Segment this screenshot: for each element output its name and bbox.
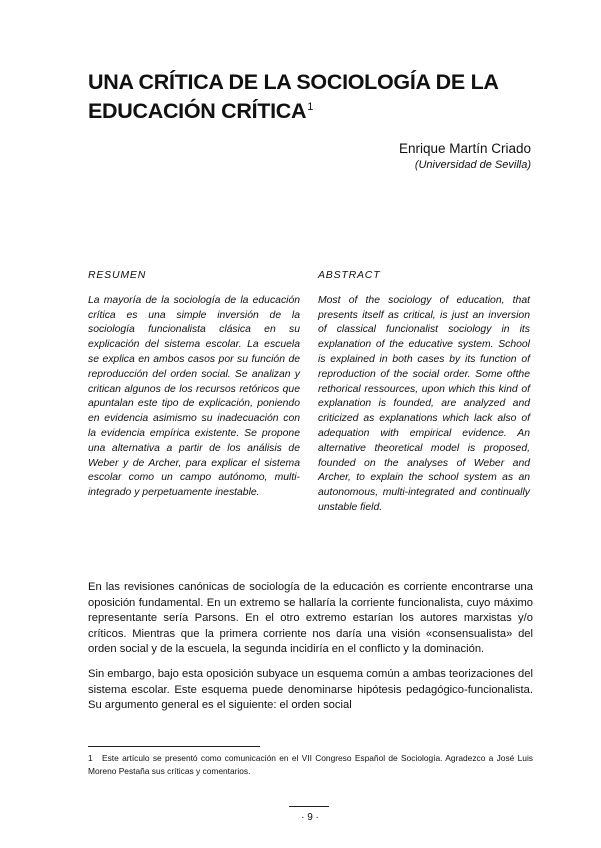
abstract-text: Most of the sociology of education, that presents itself as critical, is just an inversion of classical funcionalist sociology in its explanation of the educative system. School is explained in both cases by its function of reproduction of the social order. Some ofthe rethorical ressources, upon which this kind of explanation is founded, are analyzed and criticized as explanations which lack also of adequation with empirical evidence. An alternative theoretical model is proposed, founded on the analyses of Weber and Archer, to explain the school system as an autonomous, multi-integrated and continually unstable field. xyxy=(318,294,530,513)
page-number: · 9 · xyxy=(301,812,319,823)
article-title-text: UNA CRÍTICA DE LA SOCIOLOGÍA DE LA EDUCACIÓN CRÍTICA xyxy=(88,70,498,123)
abstract-heading: ABSTRACT xyxy=(318,269,381,281)
resumen-heading: RESUMEN xyxy=(88,269,147,281)
footnote-text: Este artículo se presentó como comunicación en el VII Congreso Español de Sociología. Agradezco a José Luis Moreno Pestaña sus críticas y comentarios. xyxy=(88,753,533,776)
author-name: Enrique Martín Criado xyxy=(398,141,531,156)
body-section xyxy=(88,580,533,723)
footnote xyxy=(88,752,533,777)
abstract-section xyxy=(318,268,530,516)
author-affiliation: (Universidad de Sevilla) xyxy=(414,159,531,171)
article-title xyxy=(88,68,548,126)
title-footnote-mark: 1 xyxy=(307,101,314,113)
page-number-divider xyxy=(289,806,329,807)
resumen-section xyxy=(88,268,300,501)
body-paragraph: En las revisiones canónicas de sociología de la educación es corriente encontrarse una oposición fundamental. En un extremo se hallaría la corriente funcionalista, cuyo máximo representante sería Parsons. En el otro extremo estarían los autores marxistas y/o críticos. Mientras que la primera corriente nos daría una visión «consensualista» del orden social y de la escuela, la segunda incidiría en el conflicto y la dominación. xyxy=(88,581,533,656)
footnote-divider xyxy=(88,746,260,747)
resumen-text: La mayoría de la sociología de la educación crítica es una simple inversión de la sociología funcionalista clásica en su explicación del sistema escolar. La escuela se explica en ambos casos por su función de reproducción del orden social. Se analizan y critican algunos de los recursos retóricos que apuntalan este tipo de explicación, poniendo en evidencia asimismo su inadecuación con la evidencia empírica existente. Se propone una alternativa a partir de los análisis de Weber y de Archer, para explicar el sistema escolar como un campo autónomo, multi-integrado y perpetuamente inestable. xyxy=(88,294,300,499)
body-paragraph: Sin embargo, bajo esta oposición subyace un esquema común a ambas teorizaciones del sistema escolar. Este esquema puede denominarse hipótesis pedagógico-funcionalista. Su argumento general es el siguiente: el orden social xyxy=(88,667,533,712)
footnote-number: 1 xyxy=(88,753,93,763)
